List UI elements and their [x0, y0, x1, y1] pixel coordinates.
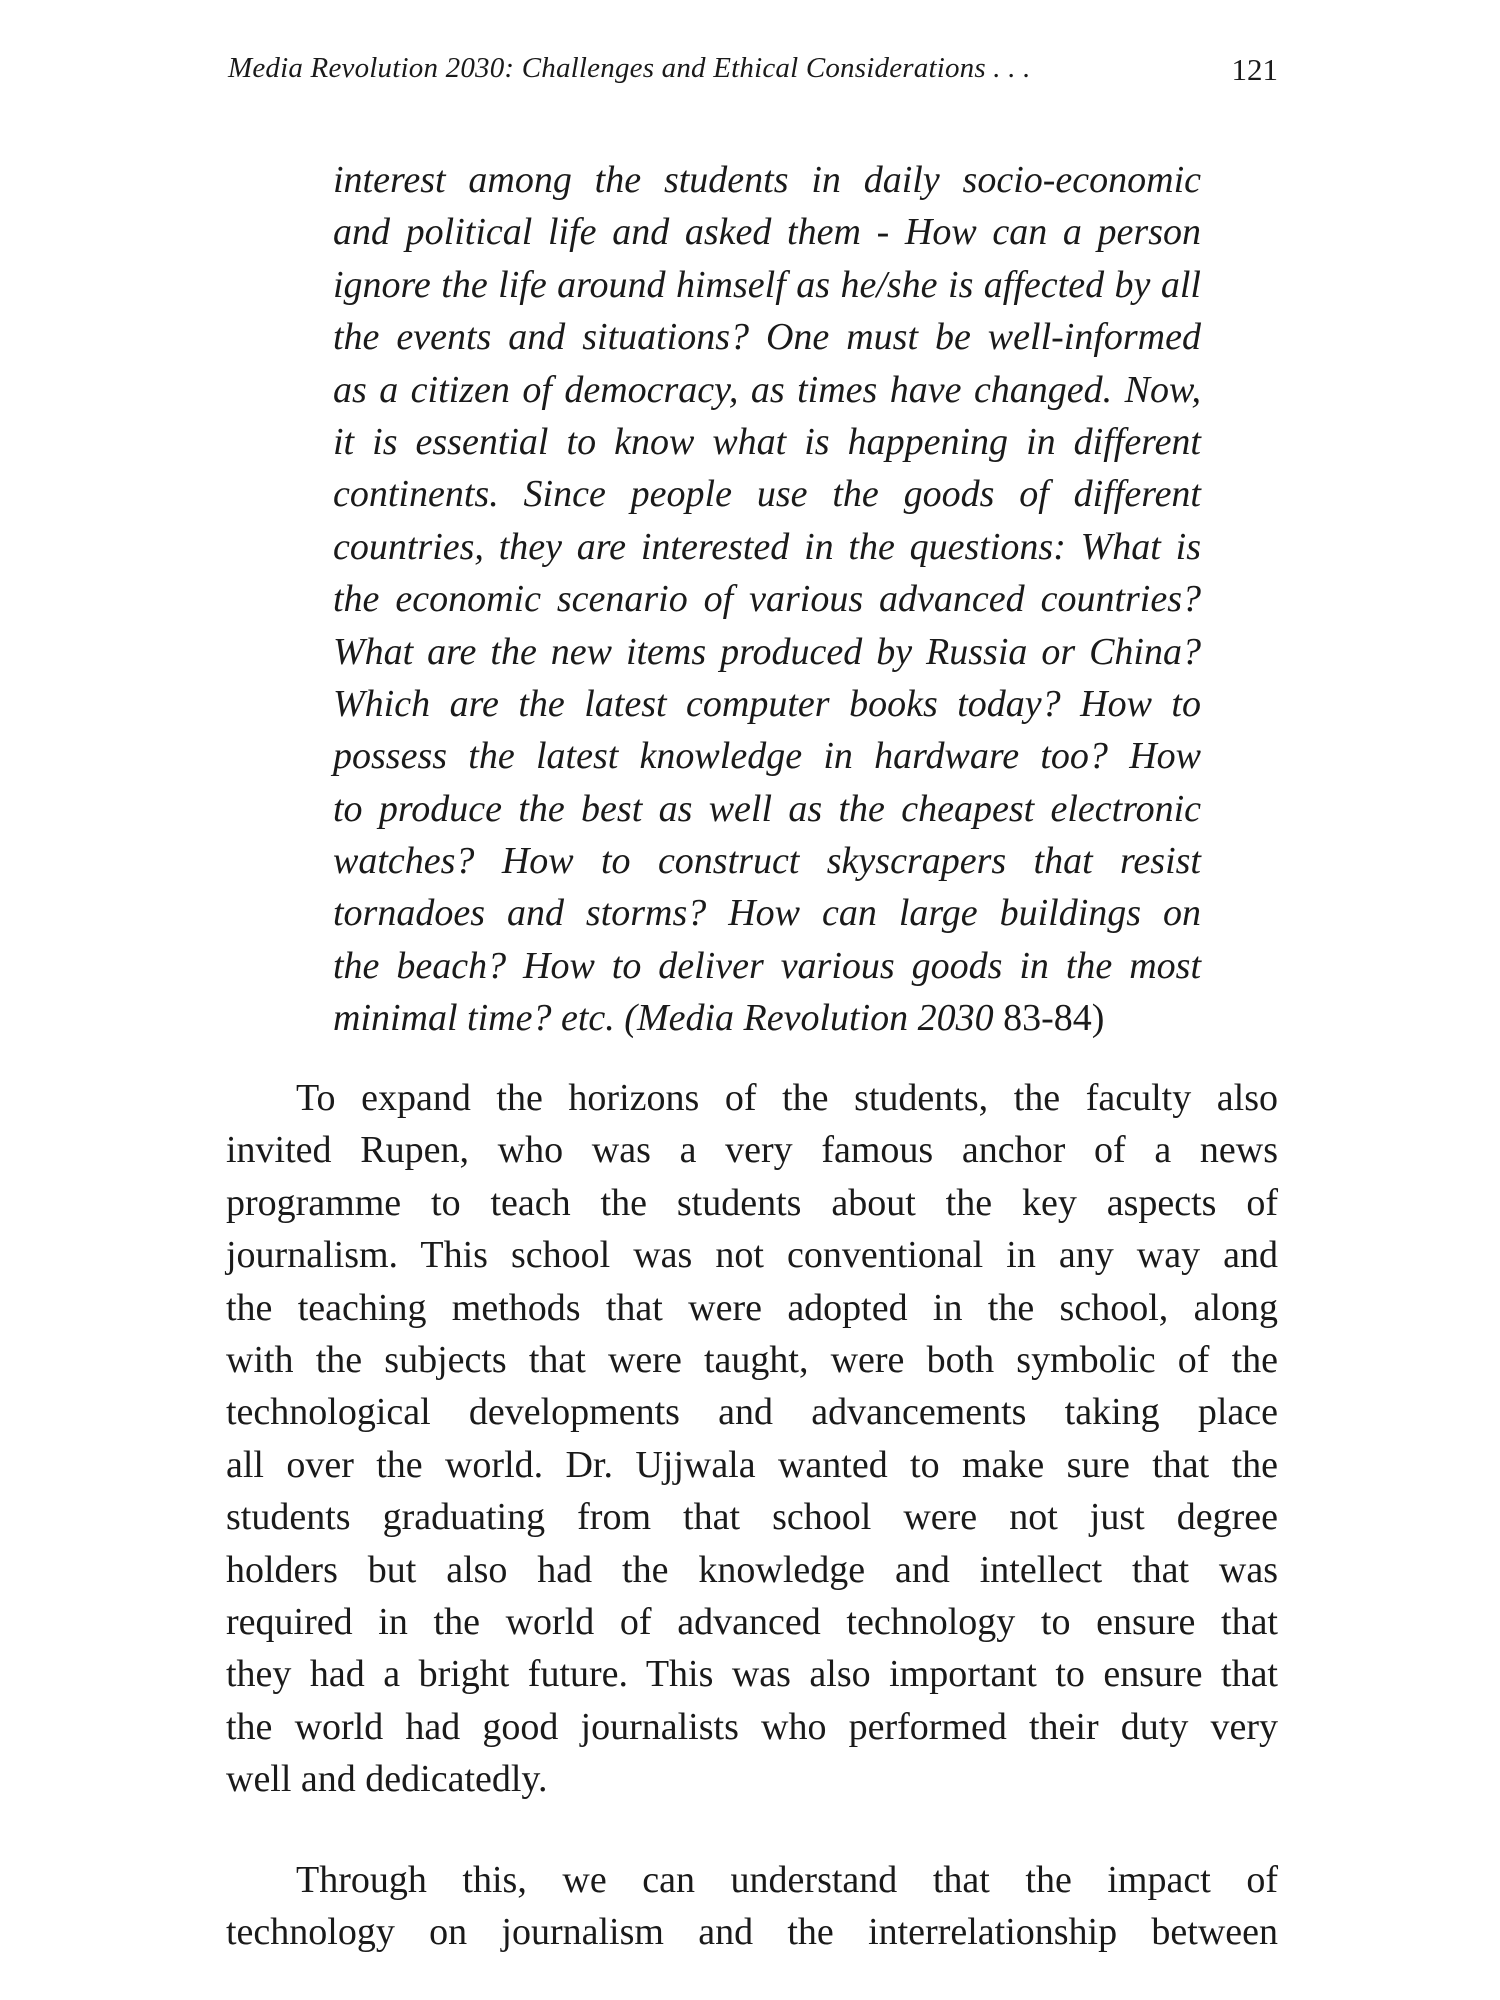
citation-title: Media Revolution 2030 [636, 997, 994, 1040]
paragraph-line: with the subjects that were taught, were both symbolic of the [226, 1338, 1278, 1381]
quote-line: countries, they are interested in the questions: What is [333, 525, 1201, 568]
paragraph-line: required in the world of advanced technology to ensure that [226, 1600, 1278, 1643]
quote-line: to produce the best as well as the cheapest electronic [333, 787, 1201, 830]
quote-line: the economic scenario of various advanced countries? [333, 578, 1201, 621]
paragraph-line: technology on journalism and the interrelationship between [226, 1911, 1278, 1954]
quote-line: interest among the students in daily socio-economic [333, 159, 1201, 201]
paragraph-line: programme to teach the students about the key aspects of [226, 1181, 1278, 1224]
paragraph-line: journalism. This school was not conventional in any way and [226, 1234, 1278, 1277]
quote-line: What are the new items produced by Russia or China? [333, 630, 1201, 673]
page-number: 121 [1231, 52, 1278, 87]
paragraph-line: they had a bright future. This was also important to ensure that [226, 1653, 1278, 1696]
block-quote [333, 154, 1201, 1045]
body-paragraph-1 [226, 1072, 1278, 1805]
paragraph-line: well and dedicatedly. [226, 1758, 548, 1801]
quote-line: ignore the life around himself as he/she is affected by all [333, 263, 1201, 306]
quote-line: continents. Since people use the goods of different [333, 473, 1201, 516]
quote-line: and political life and asked them - How can a person [333, 211, 1201, 254]
quote-line: it is essential to know what is happening in different [333, 420, 1201, 463]
quote-line: the beach? How to deliver various goods in the most [333, 944, 1201, 987]
quote-line: watches? How to construct skyscrapers that resist [333, 840, 1201, 883]
quote-line: as a citizen of democracy, as times have changed. Now, [333, 368, 1201, 411]
running-title: Media Revolution 2030: Challenges and Ethical Considerations . . . [228, 52, 1031, 84]
paragraph-line: holders but also had the knowledge and intellect that was [226, 1548, 1278, 1591]
quote-line: possess the latest knowledge in hardware too? How [333, 735, 1201, 778]
paragraph-line: To expand the horizons of the students, the faculty also [296, 1077, 1278, 1119]
body-paragraph-2 [226, 1854, 1278, 1959]
paragraph-line: technological developments and advancements taking place [226, 1391, 1278, 1434]
running-head [228, 52, 1278, 102]
paragraph-line: the world had good journalists who performed their duty very [226, 1705, 1278, 1748]
quote-line: tornadoes and storms? How can large buildings on [333, 892, 1201, 935]
paragraph-line: the teaching methods that were adopted in the school, along [226, 1286, 1278, 1329]
paragraph-line: invited Rupen, who was a very famous anchor of a news [226, 1129, 1278, 1172]
quote-last-line [333, 992, 1201, 1044]
paragraph-line: students graduating from that school were not just degree [226, 1496, 1278, 1539]
quote-line-prefix: minimal time? etc. ( [333, 997, 637, 1040]
citation-pages: 83-84) [993, 997, 1105, 1040]
paragraph-line: Through this, we can understand that the impact of [296, 1859, 1278, 1901]
quote-line: the events and situations? One must be well-informed [333, 316, 1201, 359]
paragraph-line: all over the world. Dr. Ujjwala wanted to make sure that the [226, 1443, 1278, 1486]
quote-line: Which are the latest computer books today? How to [333, 682, 1201, 725]
